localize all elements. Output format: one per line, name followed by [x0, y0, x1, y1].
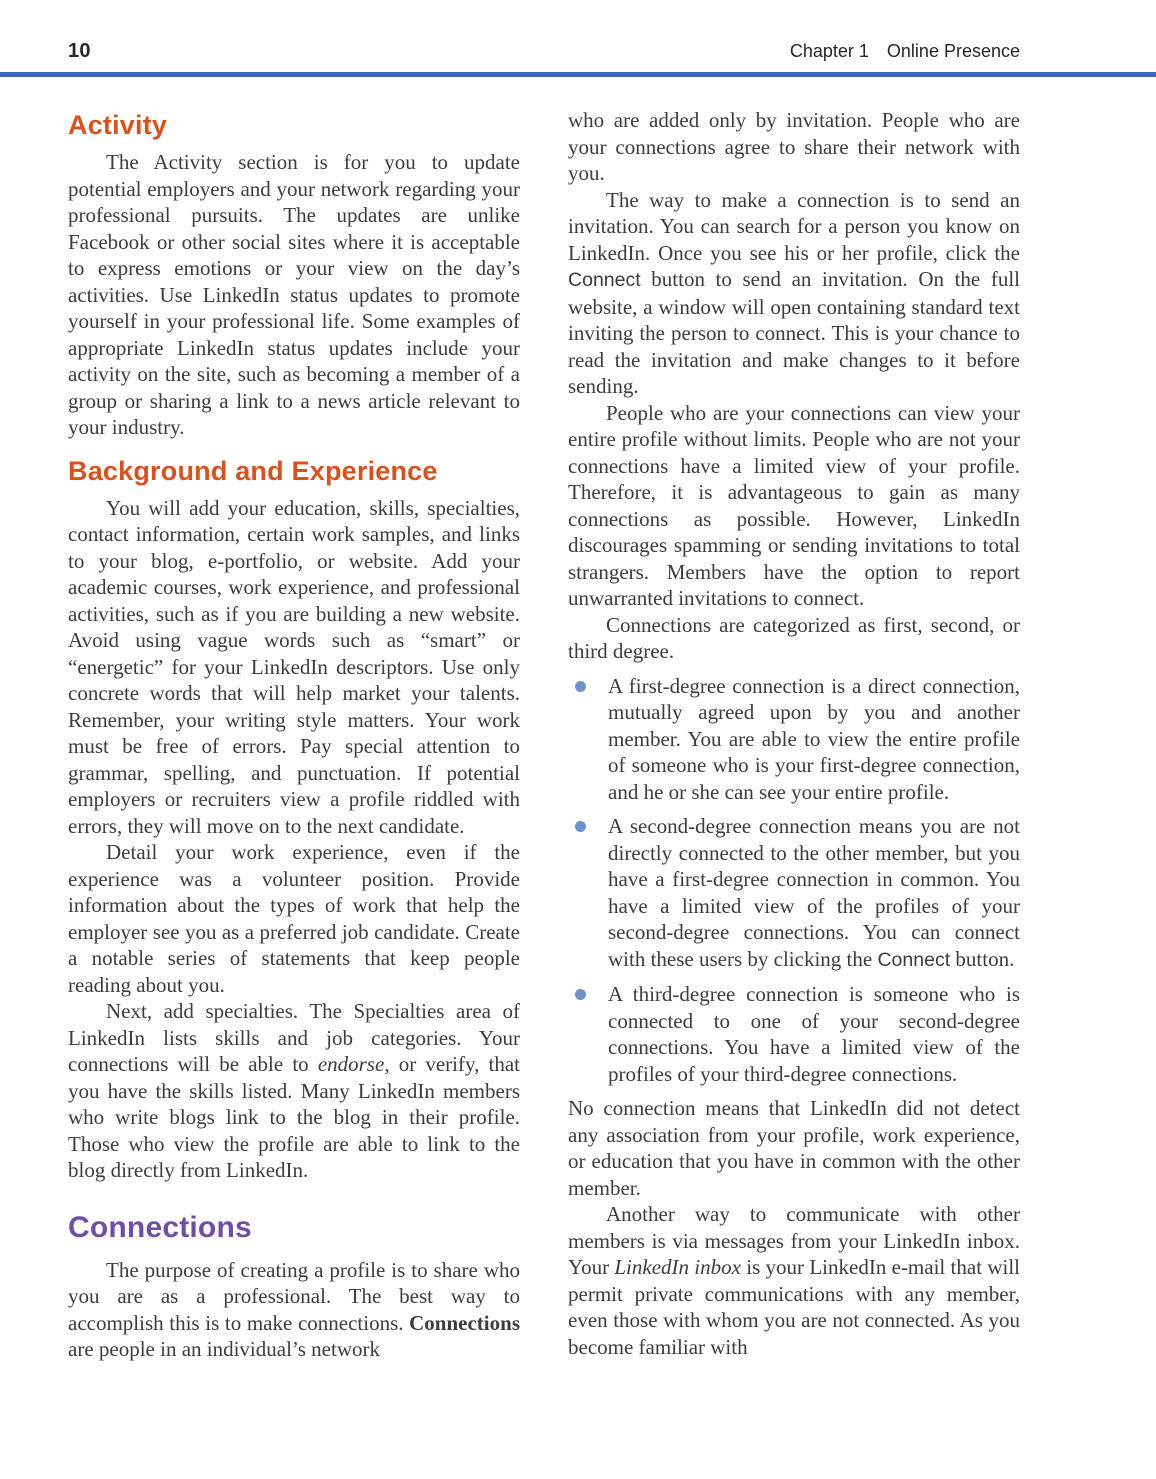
text-run: The Activity section is for you to update potential employers and your network regarding your professional pursuits. The updates are unlike Facebook or other social sites where it is acceptable to express emotions or your view on the day’s activities. Use LinkedIn status updates to promote yourself in your professional life. Some examples of appropriate LinkedIn status updates include your activity on the site, such as becoming a member of a group or sharing a link to a news article relevant to your industry. [68, 150, 520, 440]
text-run: are people in an individual’s network [68, 1337, 380, 1362]
paragraph [568, 1201, 1020, 1360]
bullet-item [568, 673, 1020, 806]
text-run: Next, add specialties. The Specialties area of LinkedIn lists skills and job categories. Your connections will be able to [68, 999, 520, 1077]
left-column [68, 107, 520, 1437]
text-run: Connect [568, 269, 641, 291]
text-run: You will add your education, skills, specialties, contact information, certain work samples, and links to your blog, e-portfolio, or website. Add your academic courses, work experience, and professional activities, such as if you are building a new website. Avoid using vague words such as “smart” or “energetic” for your LinkedIn descriptors. Use only concrete words that will help market your talents. Remember, your writing style matters. Your work must be free of errors. Pay special attention to grammar, spelling, and punctuation. If potential employers or recruiters view a profile riddled with errors, they will move on to the next candidate. [68, 495, 520, 838]
text-run: , or verify, that you have the skills listed. Many LinkedIn members who write blogs link to the blog in their profile. Those who view the profile are able to link to the blog directly from LinkedIn. [68, 1052, 520, 1183]
running-head-title: Online Presence [886, 41, 1020, 61]
running-head-chapter: Chapter 1 [789, 41, 869, 61]
text-run: A second-degree connection means you are not directly connected to the other member, but you have a first-degree connection in common. You have a limited view of the profiles of your second-degree connections. You can connect with these users by clicking the [608, 814, 1020, 971]
bullet-icon [575, 821, 586, 832]
heading-activity: Activity [68, 110, 168, 140]
paragraph [68, 839, 520, 998]
text-run: button to send an invitation. On the full website, a window will open containing standard text inviting the person to connect. This is your chance to read the invitation and make changes to it before sending. [568, 267, 1020, 398]
text-run: Connect [877, 948, 951, 971]
text-run: endorse [317, 1052, 385, 1077]
text-run: LinkedIn inbox [614, 1255, 741, 1279]
text-run: Connections [409, 1310, 520, 1335]
bullet-icon [575, 681, 586, 692]
text-run: Detail your work experience, even if the experience was a volunteer position. Provide information about the types of work that help the employer see you as a preferred job candidate. Create a notable series of statements that keep people reading about you. [68, 840, 520, 997]
heading-background-and-experience: Background and Experience [68, 455, 438, 486]
paragraph [68, 495, 520, 840]
text-run: The way to make a connection is to send an invitation. You can search for a person you know on LinkedIn. Once you see his or her profile, click the [568, 187, 1020, 265]
paragraph [568, 612, 1020, 665]
bullet-icon [575, 989, 586, 1000]
text-run: People who are your connections can view your entire profile without limits. People who are not your connections have a limited view of your profile. Therefore, it is advantageous to gain as many connections as possible. However, LinkedIn discourages spamming or sending invitations to total strangers. Members have the option to report unwarranted invitations to connect. [568, 400, 1020, 610]
bullet-item [568, 813, 1020, 973]
paragraph [568, 187, 1020, 400]
paragraph [68, 1257, 520, 1363]
text-run: A first-degree connection is a direct connection, mutually agreed upon by you and another member. You are able to view the entire profile of someone who is your first-degree connection, and he or she can see your entire profile. [608, 673, 1020, 804]
page-header [0, 0, 1156, 63]
text-run: The purpose of creating a profile is to share who you are as a professional. The best way to accomplish this is to make connections. [68, 1257, 520, 1335]
text-run: who are added only by invitation. People who are your connections agree to share their network with you. [568, 108, 1020, 185]
text-run: A third-degree connection is someone who is connected to one of your second-degree connections. You have a limited view of the profiles of your third-degree connections. [608, 982, 1020, 1086]
page-body [0, 77, 1156, 1437]
text-run: No connection means that LinkedIn did not detect any association from your profile, work experience, or education that you have in common with the other member. [568, 1096, 1020, 1200]
running-head [790, 41, 1020, 62]
heading-connections: Connections [68, 1210, 252, 1244]
paragraph [568, 400, 1020, 612]
bullet-item [568, 981, 1020, 1087]
paragraph [568, 107, 1020, 187]
right-column [568, 107, 1020, 1437]
text-run: Connections are categorized as first, second, or third degree. [568, 612, 1020, 663]
page-number: 10 [68, 40, 91, 62]
text-run: is your LinkedIn e-mail that will permit private communications with any member, even those with whom you are not connected. As you become familiar with [568, 1255, 1020, 1359]
text-run: button. [950, 946, 1015, 971]
paragraph [68, 998, 520, 1184]
paragraph [568, 1095, 1020, 1201]
paragraph [68, 149, 520, 441]
text-run: Another way to communicate with other members is via messages from your LinkedIn inbox. Your [568, 1202, 1020, 1279]
